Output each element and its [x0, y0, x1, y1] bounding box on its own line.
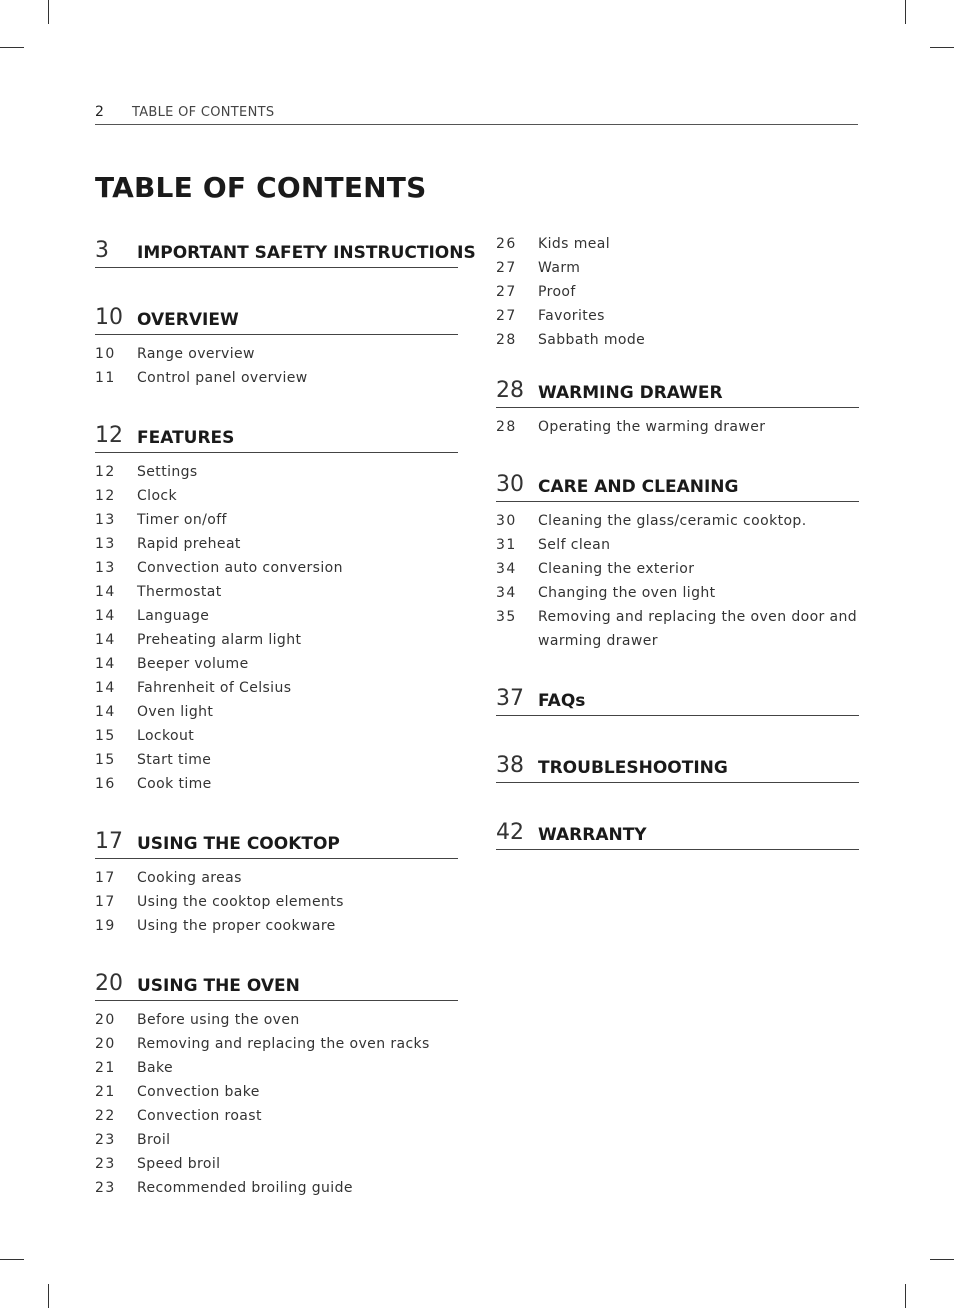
toc-entry[interactable]: [95, 676, 458, 700]
toc-entry-text: Rapid preheat: [137, 536, 241, 552]
crop-mark: [905, 0, 906, 24]
toc-entry[interactable]: [95, 724, 458, 748]
crop-mark: [930, 1259, 954, 1260]
toc-entry[interactable]: [95, 914, 458, 938]
toc-entry-page: 27: [496, 260, 517, 276]
crop-mark: [0, 1259, 24, 1260]
toc-section-heading[interactable]: [496, 747, 859, 783]
toc-entry-text: Timer on/off: [137, 512, 227, 528]
toc-entry-page: 20: [95, 1012, 116, 1028]
toc-section-heading[interactable]: [496, 466, 859, 502]
section-page-number: 28: [496, 378, 524, 403]
toc-entry[interactable]: [95, 1008, 458, 1032]
toc-entry-text: Oven light: [137, 704, 214, 720]
toc-entry-list: [95, 1001, 458, 1200]
toc-entry-text: Range overview: [137, 346, 255, 362]
toc-section-troubleshooting: [496, 747, 859, 783]
toc-entry-text: Before using the oven: [137, 1012, 300, 1028]
toc-entry-text: Operating the warming drawer: [538, 419, 766, 435]
toc-entry-page: 15: [95, 752, 116, 768]
toc-entry-page: 15: [95, 728, 116, 744]
toc-entry[interactable]: [496, 232, 859, 256]
section-page-number: 20: [95, 971, 123, 996]
toc-entry[interactable]: [95, 700, 458, 724]
toc-entry-text: Recommended broiling guide: [137, 1180, 353, 1196]
toc-entry[interactable]: [95, 1056, 458, 1080]
section-title: IMPORTANT SAFETY INSTRUCTIONS: [137, 243, 476, 263]
toc-entry-text: Thermostat: [137, 584, 222, 600]
toc-entry-text: Self clean: [538, 537, 611, 553]
toc-entry-page: 14: [95, 584, 116, 600]
toc-entry-page: 26: [496, 236, 517, 252]
toc-section-warranty: [496, 814, 859, 850]
toc-entry-page: 14: [95, 680, 116, 696]
toc-section-features: [95, 417, 458, 796]
section-title: FEATURES: [137, 428, 235, 448]
toc-section-heading[interactable]: [496, 372, 859, 408]
toc-entry[interactable]: [95, 1176, 458, 1200]
toc-entry-page: 14: [95, 656, 116, 672]
toc-entry-text: Using the proper cookware: [137, 918, 336, 934]
toc-entry-page: 13: [95, 512, 116, 528]
toc-section-heading[interactable]: [496, 814, 859, 850]
crop-mark: [48, 1284, 49, 1308]
page-title: TABLE OF CONTENTS: [95, 171, 427, 204]
section-title: USING THE COOKTOP: [137, 834, 340, 854]
toc-entry[interactable]: [95, 556, 458, 580]
toc-entry-text: Clock: [137, 488, 178, 504]
toc-entry-text: Start time: [137, 752, 212, 768]
toc-entry-text: Bake: [137, 1060, 174, 1076]
toc-entry-page: 27: [496, 284, 517, 300]
toc-right-column: [496, 232, 859, 881]
toc-entry[interactable]: [496, 256, 859, 280]
toc-entry[interactable]: [496, 605, 859, 653]
toc-entry[interactable]: [496, 304, 859, 328]
toc-entry-page: 35: [496, 609, 517, 625]
toc-section-warming-drawer: [496, 372, 859, 439]
toc-section-important-safety-instructions: [95, 232, 476, 268]
toc-entry[interactable]: [496, 509, 859, 533]
crop-mark: [0, 47, 24, 48]
toc-entry-page: 31: [496, 537, 517, 553]
toc-entry-page: 13: [95, 560, 116, 576]
section-page-number: 42: [496, 820, 524, 845]
toc-entry[interactable]: [95, 652, 458, 676]
toc-entry-list: [95, 453, 458, 796]
toc-section-overview: [95, 299, 458, 390]
toc-entry-page: 23: [95, 1156, 116, 1172]
toc-entry[interactable]: [496, 280, 859, 304]
toc-entry-text: Removing and replacing the oven door and warming drawer: [538, 609, 858, 649]
section-page-number: 38: [496, 753, 524, 778]
toc-entry-page: 11: [95, 370, 116, 386]
section-title: WARMING DRAWER: [538, 383, 723, 403]
toc-entry[interactable]: [95, 1152, 458, 1176]
toc-entry[interactable]: [95, 1128, 458, 1152]
toc-entry-text: Cooking areas: [137, 870, 242, 886]
toc-entry-text: Cook time: [137, 776, 212, 792]
toc-entry-text: Cleaning the exterior: [538, 561, 695, 577]
toc-entry-page: 27: [496, 308, 517, 324]
continued-items: [496, 232, 859, 352]
toc-entry-page: 28: [496, 332, 517, 348]
toc-entry-page: 14: [95, 704, 116, 720]
toc-entry-text: Removing and replacing the oven racks: [137, 1036, 430, 1052]
toc-entry-page: 21: [95, 1084, 116, 1100]
toc-entry[interactable]: [496, 415, 859, 439]
section-title: WARRANTY: [538, 825, 647, 845]
toc-entry[interactable]: [95, 580, 458, 604]
header-title: TABLE OF CONTENTS: [132, 105, 275, 120]
toc-entry[interactable]: [95, 366, 458, 390]
toc-entry-page: 22: [95, 1108, 116, 1124]
running-header: [95, 104, 858, 125]
toc-entry-page: 21: [95, 1060, 116, 1076]
toc-entry-page: 16: [95, 776, 116, 792]
toc-section-heading[interactable]: [95, 823, 458, 859]
crop-mark: [930, 47, 954, 48]
toc-entry-list: [496, 408, 859, 439]
toc-entry-text: Broil: [137, 1132, 171, 1148]
toc-entry[interactable]: [95, 772, 458, 796]
toc-entry-text: Preheating alarm light: [137, 632, 302, 648]
toc-left-column: [95, 232, 476, 1227]
toc-entry[interactable]: [95, 508, 458, 532]
toc-entry[interactable]: [95, 748, 458, 772]
toc-entry-page: 17: [95, 870, 116, 886]
toc-entry-page: 13: [95, 536, 116, 552]
toc-entry-text: Kids meal: [538, 236, 611, 252]
toc-right-sections: [496, 372, 859, 850]
toc-entry-list: [95, 335, 458, 390]
toc-section-faqs: [496, 680, 859, 716]
toc-entry-page: 17: [95, 894, 116, 910]
toc-entry-page: 19: [95, 918, 116, 934]
toc-entry-page: 30: [496, 513, 517, 529]
toc-entry-page: 28: [496, 419, 517, 435]
toc-entry[interactable]: [95, 1080, 458, 1104]
toc-section-care-and-cleaning: [496, 466, 859, 653]
toc-entry-text: Convection bake: [137, 1084, 260, 1100]
toc-entry-text: Fahrenheit of Celsius: [137, 680, 292, 696]
section-title: USING THE OVEN: [137, 976, 300, 996]
toc-entry-text: Using the cooktop elements: [137, 894, 344, 910]
toc-section-heading[interactable]: [95, 299, 458, 335]
toc-entry-page: 12: [95, 464, 116, 480]
section-page-number: 10: [95, 305, 123, 330]
toc-entry-page: 23: [95, 1180, 116, 1196]
toc-entry[interactable]: [95, 460, 458, 484]
toc-entry-text: Cleaning the glass/ceramic cooktop.: [538, 513, 807, 529]
toc-section-heading[interactable]: [496, 680, 859, 716]
section-title: TROUBLESHOOTING: [538, 758, 728, 778]
crop-mark: [905, 1284, 906, 1308]
toc-entry-page: 20: [95, 1036, 116, 1052]
toc-entry[interactable]: [95, 532, 458, 556]
section-page-number: 12: [95, 423, 123, 448]
toc-entry-page: 12: [95, 488, 116, 504]
toc-section-using-the-cooktop: [95, 823, 458, 938]
toc-entry-page: 34: [496, 561, 517, 577]
toc-entry-text: Speed broil: [137, 1156, 221, 1172]
header-page-number: 2: [95, 104, 104, 120]
section-page-number: 17: [95, 829, 123, 854]
toc-entry[interactable]: [95, 866, 458, 890]
toc-entry[interactable]: [95, 604, 458, 628]
section-title: CARE AND CLEANING: [538, 477, 739, 497]
toc-section-heading[interactable]: [95, 417, 458, 453]
toc-entry-page: 34: [496, 585, 517, 601]
toc-section-using-the-oven: [95, 965, 458, 1200]
toc-entry-text: Language: [137, 608, 210, 624]
toc-entry[interactable]: [496, 581, 859, 605]
section-page-number: 37: [496, 686, 524, 711]
toc-entry-text: Favorites: [538, 308, 605, 324]
section-title: FAQs: [538, 691, 586, 711]
toc-entry-text: Beeper volume: [137, 656, 249, 672]
toc-entry-text: Control panel overview: [137, 370, 308, 386]
toc-entry[interactable]: [496, 328, 859, 352]
toc-entry-page: 14: [95, 608, 116, 624]
section-page-number: 3: [95, 238, 109, 263]
toc-entry-list: [95, 859, 458, 938]
toc-entry-text: Proof: [538, 284, 576, 300]
toc-entry-text: Warm: [538, 260, 581, 276]
toc-entry[interactable]: [496, 557, 859, 581]
toc-section-heading[interactable]: [95, 965, 458, 1001]
toc-entry[interactable]: [496, 533, 859, 557]
section-title: OVERVIEW: [137, 310, 239, 330]
toc-entry-text: Convection auto conversion: [137, 560, 343, 576]
toc-entry-page: 14: [95, 632, 116, 648]
crop-mark: [48, 0, 49, 24]
toc-entry[interactable]: [95, 1032, 458, 1056]
toc-section-heading[interactable]: [95, 232, 476, 268]
toc-entry-text: Sabbath mode: [538, 332, 646, 348]
toc-entry-text: Changing the oven light: [538, 585, 716, 601]
toc-entry-page: 23: [95, 1132, 116, 1148]
toc-entry-list: [496, 502, 859, 653]
toc-entry-text: Lockout: [137, 728, 195, 744]
section-page-number: 30: [496, 472, 524, 497]
toc-entry[interactable]: [95, 1104, 458, 1128]
toc-entry-text: Convection roast: [137, 1108, 262, 1124]
toc-entry[interactable]: [95, 342, 458, 366]
toc-entry-page: 10: [95, 346, 116, 362]
toc-entry-text: Settings: [137, 464, 198, 480]
toc-entry[interactable]: [95, 890, 458, 914]
toc-entry[interactable]: [95, 628, 458, 652]
toc-entry[interactable]: [95, 484, 458, 508]
